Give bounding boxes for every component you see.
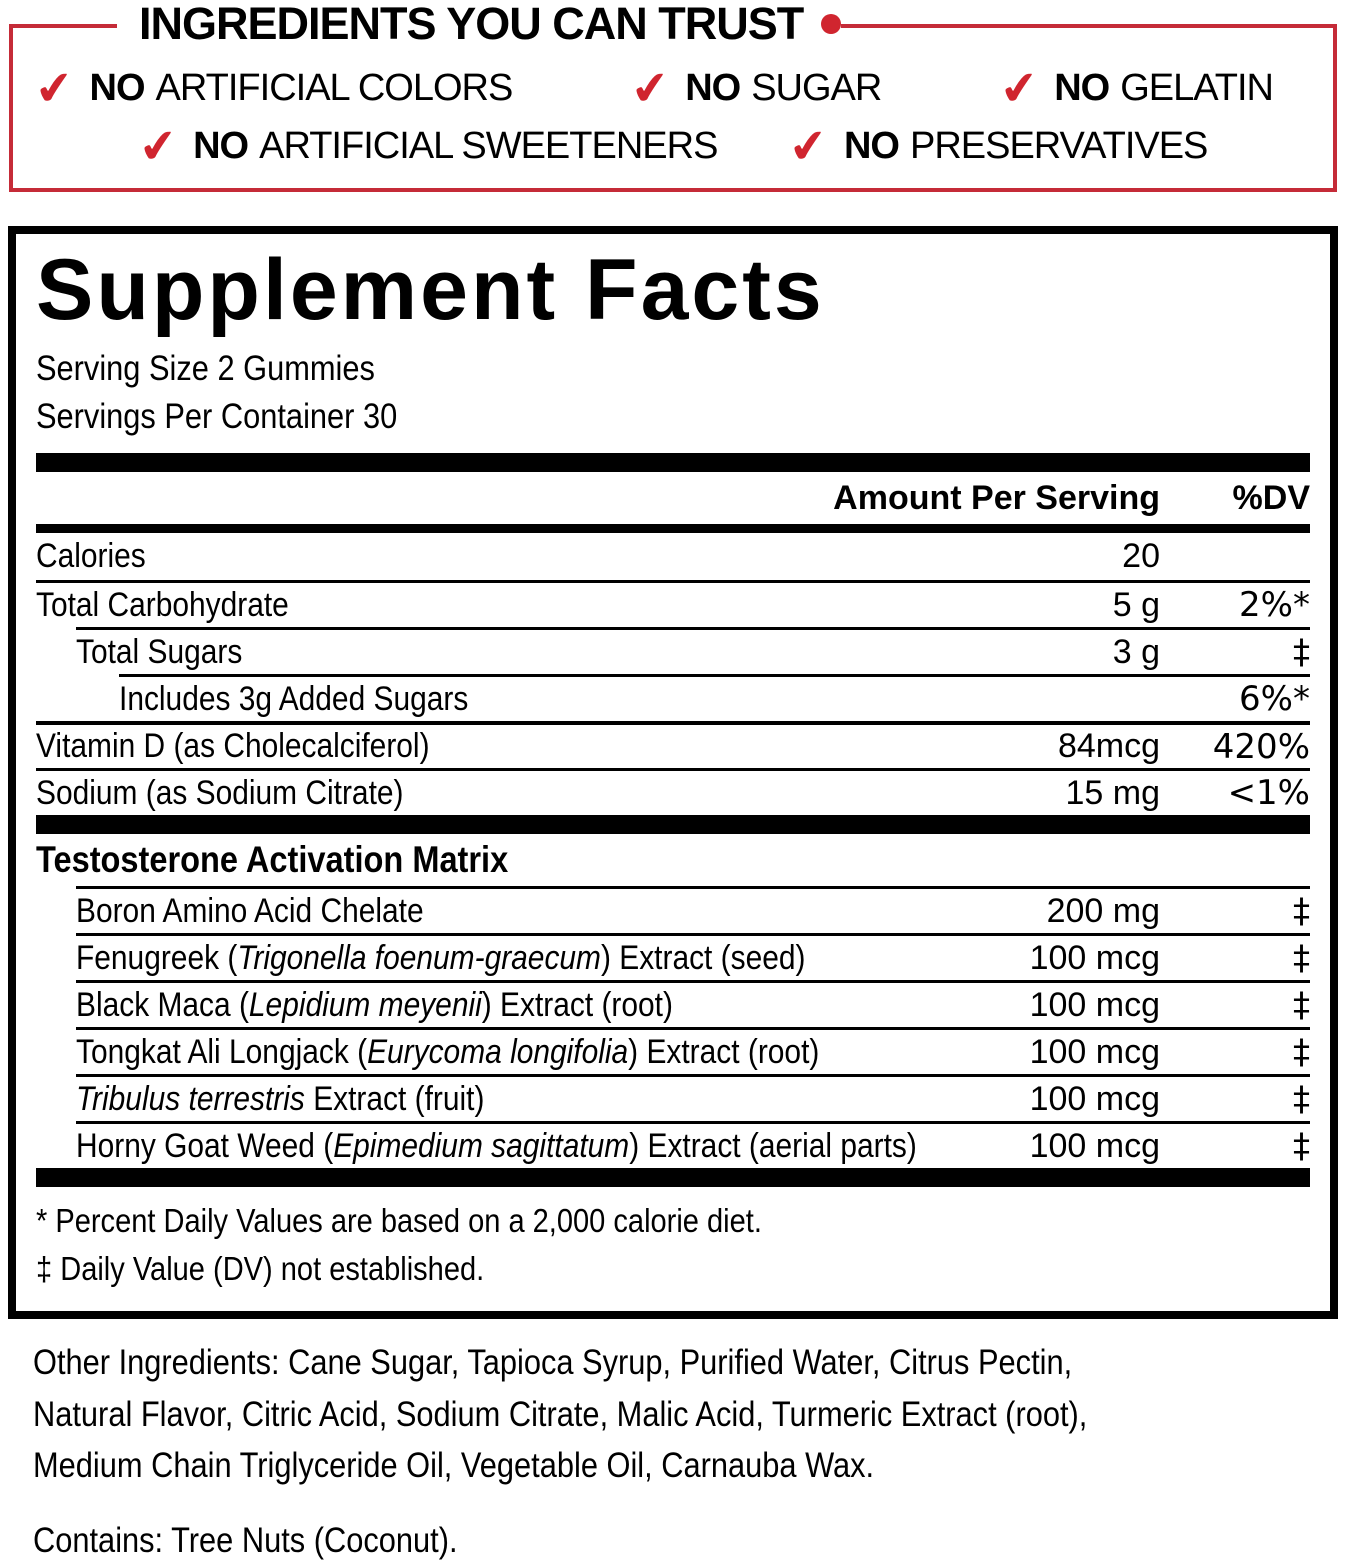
column-header-dv: %DV bbox=[1232, 478, 1310, 517]
row-amount: 100 mcg bbox=[1029, 1126, 1160, 1165]
check-icon: ✔ bbox=[786, 117, 831, 175]
trust-item-no-gelatin bbox=[996, 59, 1273, 117]
row-amount: 84mcg bbox=[1057, 727, 1160, 766]
trust-item-label: PRESERVATIVES bbox=[909, 124, 1208, 167]
no-word: NO bbox=[685, 66, 741, 109]
row-name: Tribulus terrestris Extract (fruit) bbox=[76, 1079, 485, 1118]
row-name: Horny Goat Weed (Epimedium sagittatum) Extract (aerial parts) bbox=[76, 1126, 917, 1165]
row-amount: 100 mcg bbox=[1029, 985, 1160, 1024]
column-header-amount: Amount Per Serving bbox=[833, 478, 1160, 517]
table-row-total-carbohydrate bbox=[36, 580, 1310, 627]
row-name: Fenugreek (Trigonella foenum-graecum) Extract (seed) bbox=[76, 938, 806, 977]
table-row-tongkat-ali bbox=[76, 1027, 1310, 1074]
row-name: Sodium (as Sodium Citrate) bbox=[36, 773, 404, 812]
row-name: Black Maca (Lepidium meyenii) Extract (root) bbox=[76, 985, 673, 1024]
contains-statement: Contains: Tree Nuts (Coconut). bbox=[33, 1521, 458, 1561]
footnotes bbox=[36, 1187, 1310, 1299]
row-dv: ‡ bbox=[1293, 632, 1310, 673]
trust-item-no-sugar bbox=[627, 59, 882, 117]
other-ingredients-line: Other Ingredients: Cane Sugar, Tapioca Syrup, Purified Water, Citrus Pectin, bbox=[33, 1343, 1073, 1383]
trust-item-label: SUGAR bbox=[751, 66, 882, 109]
table-row-boron bbox=[76, 886, 1310, 933]
servings-per-container: Servings Per Container 30 bbox=[36, 397, 398, 437]
trust-item-no-preservatives bbox=[786, 117, 1208, 175]
supplement-facts-panel bbox=[8, 226, 1338, 1319]
trust-item-no-artificial-colors bbox=[32, 59, 513, 117]
check-icon: ✔ bbox=[996, 59, 1041, 117]
no-word: NO bbox=[1054, 66, 1110, 109]
row-name: Total Carbohydrate bbox=[36, 585, 289, 624]
other-ingredients-line: Medium Chain Triglyceride Oil, Vegetable Oil, Carnauba Wax. bbox=[33, 1446, 875, 1486]
check-icon: ✔ bbox=[135, 117, 180, 175]
trust-row-1 bbox=[32, 59, 1313, 117]
row-name: Includes 3g Added Sugars bbox=[119, 679, 469, 718]
table-row-added-sugars bbox=[119, 674, 1310, 721]
row-amount: 20 bbox=[1122, 537, 1160, 576]
table-row-vitamin-d bbox=[36, 721, 1310, 768]
row-name: Calories bbox=[36, 537, 146, 576]
row-dv: ‡ bbox=[1293, 1126, 1310, 1167]
panel-title: Supplement Facts bbox=[36, 242, 825, 338]
row-amount: 100 mcg bbox=[1029, 938, 1160, 977]
row-dv: ‡ bbox=[1293, 938, 1310, 979]
row-amount: 100 mcg bbox=[1029, 1032, 1160, 1071]
row-name: Boron Amino Acid Chelate bbox=[76, 891, 424, 930]
footnote-dv-not-established: ‡ Daily Value (DV) not established. bbox=[36, 1250, 485, 1288]
row-dv: ‡ bbox=[1293, 985, 1310, 1026]
row-amount: 5 g bbox=[1112, 585, 1160, 624]
row-name: Tongkat Ali Longjack (Eurycoma longifolia) Extract (root) bbox=[76, 1032, 820, 1071]
serving-size: Serving Size 2 Gummies bbox=[36, 348, 375, 388]
table-row-fenugreek bbox=[76, 933, 1310, 980]
column-header-row bbox=[36, 472, 1310, 524]
table-row-black-maca bbox=[76, 980, 1310, 1027]
row-amount: 15 mg bbox=[1065, 773, 1160, 812]
check-icon: ✔ bbox=[32, 59, 77, 117]
no-word: NO bbox=[89, 66, 145, 109]
table-row-tribulus bbox=[76, 1074, 1310, 1121]
row-name: Vitamin D (as Cholecalciferol) bbox=[36, 727, 430, 766]
row-dv: 2%* bbox=[1239, 585, 1310, 626]
trust-callout-box bbox=[9, 0, 1337, 192]
row-amount: 200 mg bbox=[1046, 891, 1160, 930]
medium-divider bbox=[36, 524, 1310, 533]
no-word: NO bbox=[193, 124, 249, 167]
table-row-total-sugars bbox=[76, 627, 1310, 674]
check-icon: ✔ bbox=[627, 59, 672, 117]
other-ingredients bbox=[33, 1337, 1346, 1491]
trust-title bbox=[117, 0, 841, 50]
trust-title-text: INGREDIENTS YOU CAN TRUST bbox=[139, 0, 804, 49]
trust-item-label: ARTIFICIAL SWEETENERS bbox=[259, 124, 718, 167]
row-dv: ‡ bbox=[1293, 1079, 1310, 1120]
trust-item-no-artificial-sweeteners bbox=[135, 117, 718, 175]
row-dv: ‡ bbox=[1293, 1032, 1310, 1073]
trust-item-label: GELATIN bbox=[1120, 66, 1273, 109]
table-row-horny-goat-weed bbox=[76, 1121, 1310, 1168]
trust-row-2 bbox=[33, 117, 1313, 175]
thick-divider bbox=[36, 815, 1310, 834]
thick-divider bbox=[36, 453, 1310, 472]
no-word: NO bbox=[843, 124, 899, 167]
row-amount: 100 mcg bbox=[1029, 1079, 1160, 1118]
row-dv: <1% bbox=[1227, 773, 1310, 814]
row-amount: 3 g bbox=[1112, 632, 1160, 671]
footnote-daily-values: * Percent Daily Values are based on a 2,000 calorie diet. bbox=[36, 1202, 762, 1240]
table-row-sodium bbox=[36, 768, 1310, 815]
line-dot-icon bbox=[821, 14, 841, 34]
thick-divider bbox=[36, 1168, 1310, 1187]
other-ingredients-line: Natural Flavor, Citric Acid, Sodium Citrate, Malic Acid, Turmeric Extract (root), bbox=[33, 1394, 1088, 1434]
row-dv: ‡ bbox=[1293, 891, 1310, 932]
matrix-section-title: Testosterone Activation Matrix bbox=[36, 839, 509, 881]
table-row-calories bbox=[36, 533, 1310, 580]
row-name: Total Sugars bbox=[76, 632, 243, 671]
trust-item-label: ARTIFICIAL COLORS bbox=[155, 66, 513, 109]
row-dv: 6%* bbox=[1239, 679, 1310, 720]
row-dv: 420% bbox=[1212, 726, 1310, 767]
